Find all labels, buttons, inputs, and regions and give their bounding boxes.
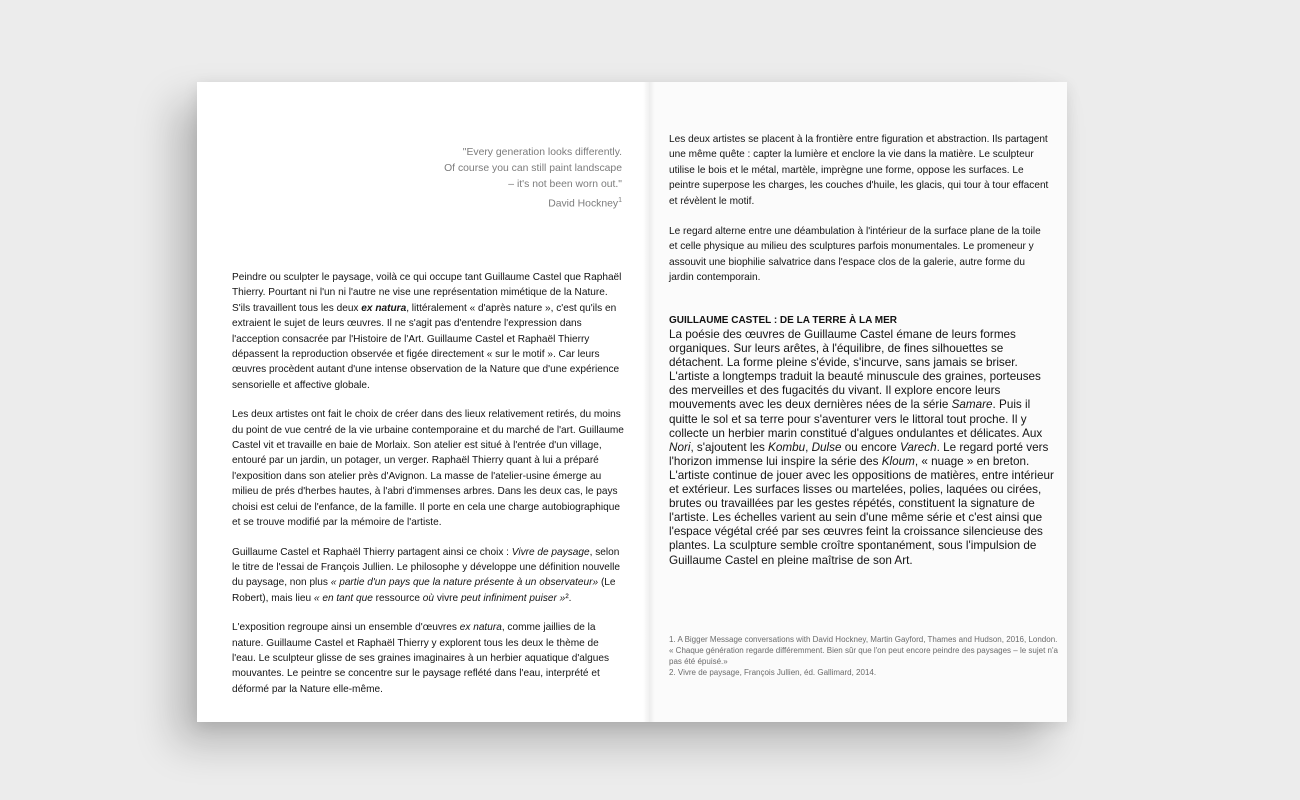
footnotes [669,634,1059,678]
left-body-text [232,270,625,711]
section-body: La poésie des œuvres de Guillaume Castel émane de leurs formes organiques. Sur leurs arêtes, à l'équilibre, de fines silhouettes se détachent. La forme pleine s'évide, s'incurve, sans jamais se briser. L'artiste a longtemps traduit la beauté minuscule des graines, porteuses des merveilles et des fugacités du vivant. Il explore encore leurs mouvements avec les deux dernières nées de la série Samare. Puis il quitte le sol et sa terre pour s'aventurer vers le littoral tout proche. Il y collecte un herbier marin constitué d'algues ondulantes et délicates. Aux Nori, s'ajoutent les Kombu, Dulse ou encore Varech. Le regard porté vers l'horizon immense lui inspire la série des Kloum, « nuage » en breton. L'artiste continue de jouer avec les oppositions de matières, entre intérieur et extérieur. Les surfaces lisses ou martelées, polies, laquées ou cirées, brutes ou travaillées par les gestes répétés, constituent la signature de l'artiste. Les échelles varient au sein d'une même série et c'est ainsi que l'espace végétal créé par ses œuvres feint la croissance silencieuse des plantes. La sculpture semble croître spontanément, sous l'impulsion de Guillaume Castel en pleine maîtrise de son Art. [669,328,1054,567]
paragraph-2: Les deux artistes ont fait le choix de créer dans des lieux relativement retirés, du moins du point de vue centré de la vie urbaine contemporaine et du marché de l'art. Guillaume Castel vit et travaille en baie de Morlaix. Son atelier est situé à l'entrée d'un village, entouré par un jardin, un potager, un verger. Raphaël Thierry quant à lui a préparé l'exposition dans son atelier près d'Avignon. La masse de l'atelier-usine émerge au milieu de prés d'herbes hautes, à l'abri d'immenses arbres. Dans les deux cas, le pays choisi est celui de l'enfance, de la famille. Il porte en cela une charge autobiographique et se trouve modifié par la mémoire de l'artiste. [232,409,624,529]
paragraph-5: Les deux artistes se placent à la frontière entre figuration et abstraction. Ils partagent une même quête : capter la lumière et enclore la vie dans la matière. Le sculpteur utilise le bois et le métal, martèle, imprègne une forme, oppose les surfaces. Le peintre superpose les charges, les couches d'huile, les glacis, qui tour à tour effacent et révèlent le motif. [669,134,1049,207]
quote-line-2: Of course you can still paint landscape [444,163,622,174]
quote-author [444,193,622,212]
right-page [649,82,1067,722]
paragraph-3: Guillaume Castel et Raphaël Thierry partagent ainsi ce choix : Vivre de paysage, selon le titre de l'essai de François Jullien. Le philosophe y développe une définition nouvelle du paysage, non plus « partie d'un pays que la nature présente à un observateur» (Le Robert), mais lieu « en tant que ressource où vivre peut infiniment puiser »². [232,546,620,604]
epigraph-quote [444,145,622,212]
section-heading: GUILLAUME CASTEL : DE LA TERRE À LA MER [669,315,897,326]
quote-line-3: – it's not been worn out." [508,179,622,190]
footnote-ref-1: 1 [618,197,622,204]
right-body-text [669,132,1049,301]
quote-author-name: David Hockney [548,198,619,210]
footnote-2: 2. Vivre de paysage, François Jullien, éd. Gallimard, 2014. [669,668,877,677]
footnote-1: 1. A Bigger Message conversations with David Hockney, Martin Gayford, Thames and Hudson, 2016, London. « Chaque génération regarde différemment. Bien sûr que l'on peut encore peindre des paysages – le sujet n'a pas été épuisé.» [669,635,1058,666]
quote-line-1: "Every generation looks differently. [462,147,622,158]
paragraph-6: Le regard alterne entre une déambulation à l'intérieur de la surface plane de la toile et celle physique au milieu des sculptures parfois monumentales. Le promeneur y assouvit une biophilie salvatrice dans l'espace clos de la galerie, autre forme du jardin contemporain. [669,226,1041,284]
paragraph-4: L'exposition regroupe ainsi un ensemble d'œuvres ex natura, comme jaillies de la nature. Guillaume Castel et Raphaël Thierry y explorent tous les deux le thème de l'eau. Le sculpteur glisse de ses graines imaginaires à un herbier aquatique d'algues mouvantes. Le peintre se concentre sur le paysage reflété dans l'eau, interprété et déformé par la Nature elle-même. [232,622,609,695]
left-page [197,82,649,722]
paragraph-1: Peindre ou sculpter le paysage, voilà ce qui occupe tant Guillaume Castel que Raphaël Thierry. Pourtant ni l'un ni l'autre ne vise une représentation mimétique de la Nature. S'ils travaillent tous les deux ex natura, littéralement « d'après nature », c'est qu'ils en extraient le sujet de leurs œuvres. Il ne s'agit pas d'entendre l'expression dans l'acception consacrée par l'Histoire de l'Art. Guillaume Castel et Raphaël Thierry dépassent la reproduction observée et figée directement « sur le motif ». Car leurs œuvres procèdent autant d'une intense observation de la Nature que d'une expérience sensorielle et affective globale. [232,272,622,391]
open-booklet [197,82,1067,722]
